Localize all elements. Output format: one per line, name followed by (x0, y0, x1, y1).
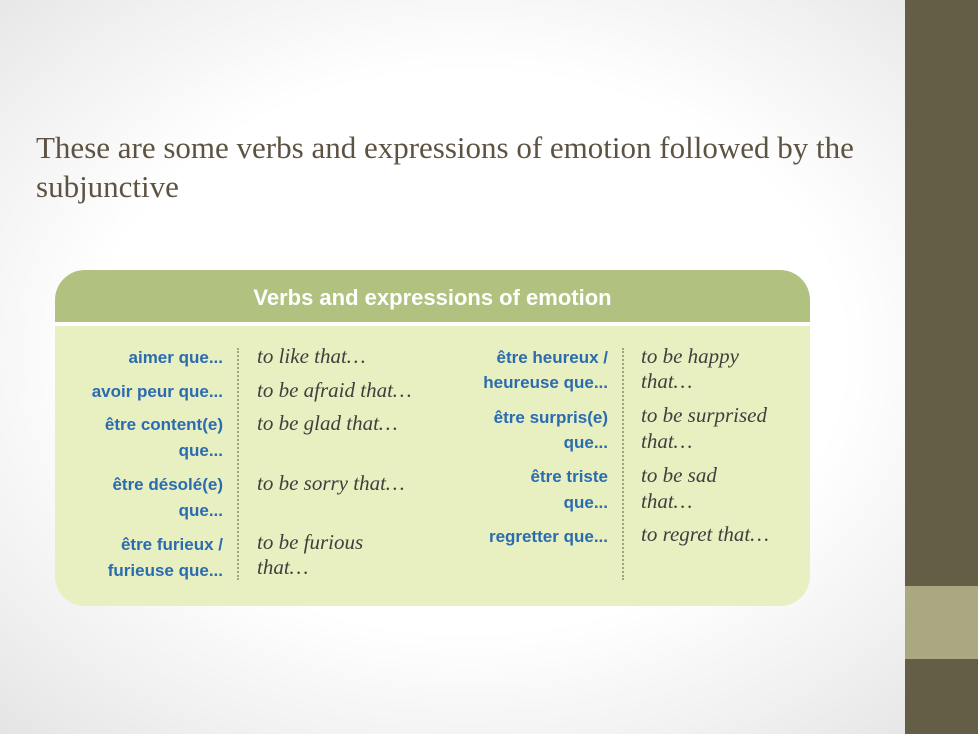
emotion-verbs-table (55, 270, 810, 606)
french-expression: être désolé(e) (112, 475, 223, 494)
french-expression: avoir peur que... (91, 382, 223, 401)
french-expression: regretter que... (488, 527, 608, 546)
english-translation: that… (641, 489, 693, 513)
header-divider (55, 322, 810, 326)
french-expression: être content(e) (104, 415, 223, 434)
english-translation: to be afraid that… (257, 378, 412, 402)
french-expression: heureuse que... (483, 373, 608, 392)
english-translation: that… (257, 555, 309, 579)
english-translation: to be furious (257, 530, 364, 554)
intro-text: These are some verbs and expressions of emotion followed by the subjunctive (36, 130, 854, 204)
french-expression: être furieux / (120, 535, 223, 554)
english-translation: to like that… (257, 344, 366, 368)
english-translation: to be sad (641, 463, 717, 487)
english-translation: to be glad that… (257, 411, 398, 435)
english-translation: to be happy (641, 344, 739, 368)
french-expression: furieuse que... (107, 561, 223, 580)
french-expression: que... (563, 433, 608, 452)
left-column-divider (237, 348, 239, 580)
french-expression: que... (178, 501, 223, 520)
french-expression: que... (563, 493, 608, 512)
french-expression: être triste (530, 467, 608, 486)
english-translation: that… (641, 369, 693, 393)
french-expression: que... (178, 441, 223, 460)
french-expression: être heureux / (496, 348, 608, 367)
english-translation: to regret that… (641, 522, 769, 546)
english-translation: that… (641, 429, 693, 453)
right-column-divider (622, 348, 624, 580)
english-translation: to be surprised (641, 403, 767, 427)
english-translation: to be sorry that… (257, 471, 405, 495)
table-title: Verbs and expressions of emotion (55, 270, 810, 322)
french-expression: aimer que... (128, 348, 223, 367)
french-expression: être surpris(e) (493, 408, 608, 427)
slide-side-accent (905, 586, 978, 659)
